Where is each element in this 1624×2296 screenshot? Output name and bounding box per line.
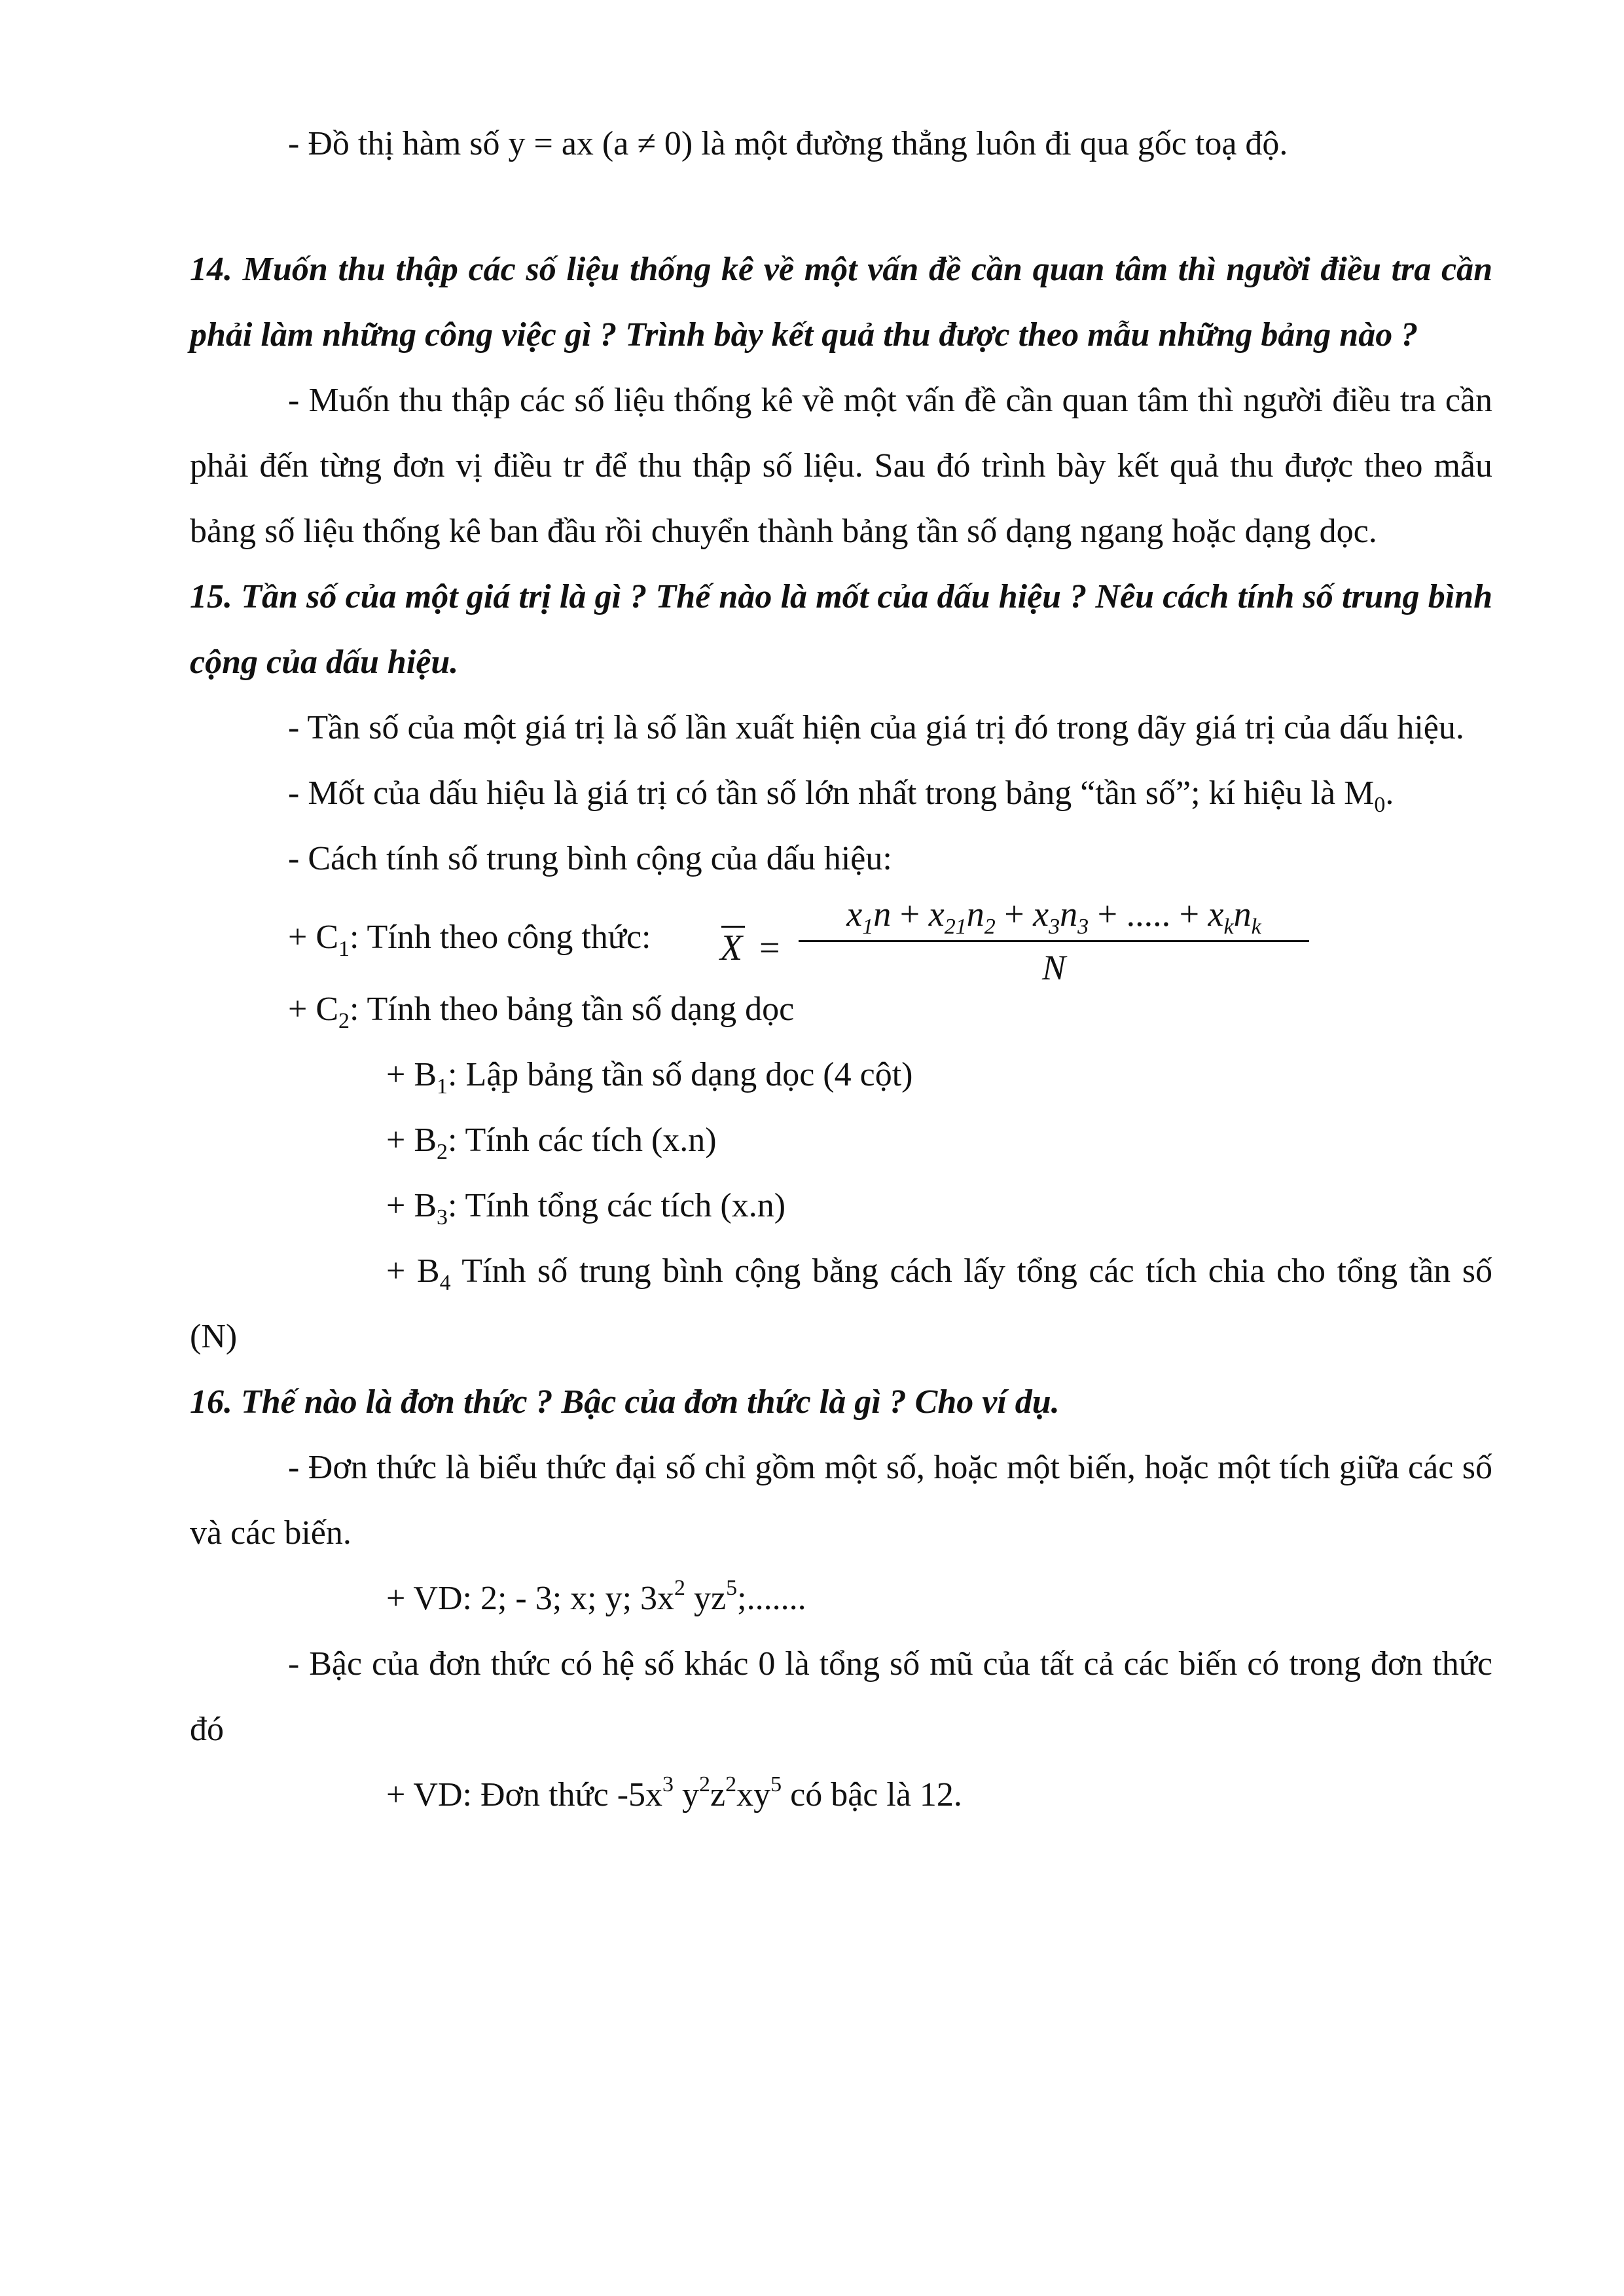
mean-formula xyxy=(720,894,1440,986)
frequency-definition: - Tần số của một giá trị là số lần xuất hiện của giá trị đó trong dãy giá trị của dấu hiệu. xyxy=(288,709,1464,746)
heading-q14: 14. Muốn thu thập các số liệu thống kê về một vấn đề cần quan tâm thì người điều tra cần phải làm những công việc gì ? Trình bày kết quả thu được theo mẫu những bảng nào ? xyxy=(190,251,1492,354)
answer-q14: - Muốn thu thập các số liệu thống kê về một vấn đề cần quan tâm thì người điều tra cần phải đến từng đơn vị điều tr để thu thập số liệu. Sau đó trình bày kết quả thu được theo mẫu bảng số liệu thống kê ban đầu rồi chuyển thành bảng tần số dạng ngang hoặc dạng dọc. xyxy=(190,382,1492,550)
mode-definition: - Mốt của dấu hiệu là giá trị có tần số lớn nhất trong bảng “tần số”; kí hiệu là $M_0$. xyxy=(288,774,1394,817)
formula-numerator: $x_1n + x_{21}n_2 + x_3n_3$ + ..... + $x_kn_k$ xyxy=(846,894,1261,939)
formula-equals: = xyxy=(759,928,780,968)
document-page xyxy=(190,111,1492,1828)
step-b3: + $B_3$: Tính tổng các tích (x.n) xyxy=(386,1187,786,1230)
formula-denominator: N xyxy=(1041,948,1066,987)
heading-q15: 15. Tần số của một giá trị là gì ? Thế nào là mốt của dấu hiệu ? Nêu cách tính số trung bình cộng của dấu hiệu. xyxy=(190,578,1492,681)
step-b1: + $B_1$: Lập bảng tần số dạng dọc (4 cột) xyxy=(386,1056,913,1099)
c1-label: + $C_1$: Tính theo công thức: xyxy=(288,919,651,961)
c2-label: + $C_2$: Tính theo bảng tần số dạng dọc xyxy=(288,991,795,1033)
degree-definition: - Bậc của đơn thức có hệ số khác 0 là tổng số mũ của tất cả các biến có trong đơn thức đó xyxy=(190,1645,1492,1748)
fraction-bar xyxy=(799,940,1309,942)
example-1: + VD: 2; - 3; x; y; $3x^2$ $yz^5$;....... xyxy=(386,1576,806,1617)
step-b4: + $B_4$ Tính số trung bình cộng bằng cách lấy tổng các tích chia cho tổng tần số (N) xyxy=(190,1252,1492,1355)
formula-lhs: X xyxy=(720,928,743,968)
step-b2: + $B_2$: Tính các tích (x.n) xyxy=(386,1121,717,1164)
heading-q16: 16. Thế nào là đơn thức ? Bậc của đơn thức là gì ? Cho ví dụ. xyxy=(190,1383,1060,1421)
example-2: + VD: Đơn thức $-5x^3$ $y^2z^2xy^5$ có bậc là 12. xyxy=(386,1772,962,1813)
formula-row xyxy=(190,894,1492,987)
spacer xyxy=(190,177,1492,237)
mean-intro: - Cách tính số trung bình cộng của dấu hiệu: xyxy=(288,840,892,877)
monomial-definition: - Đơn thức là biểu thức đại số chỉ gồm một số, hoặc một biến, hoặc một tích giữa các số và các biến. xyxy=(190,1449,1492,1552)
line-top: - Đồ thị hàm số y = ax (a ≠ 0) là một đường thẳng luôn đi qua gốc toạ độ. xyxy=(288,125,1288,162)
